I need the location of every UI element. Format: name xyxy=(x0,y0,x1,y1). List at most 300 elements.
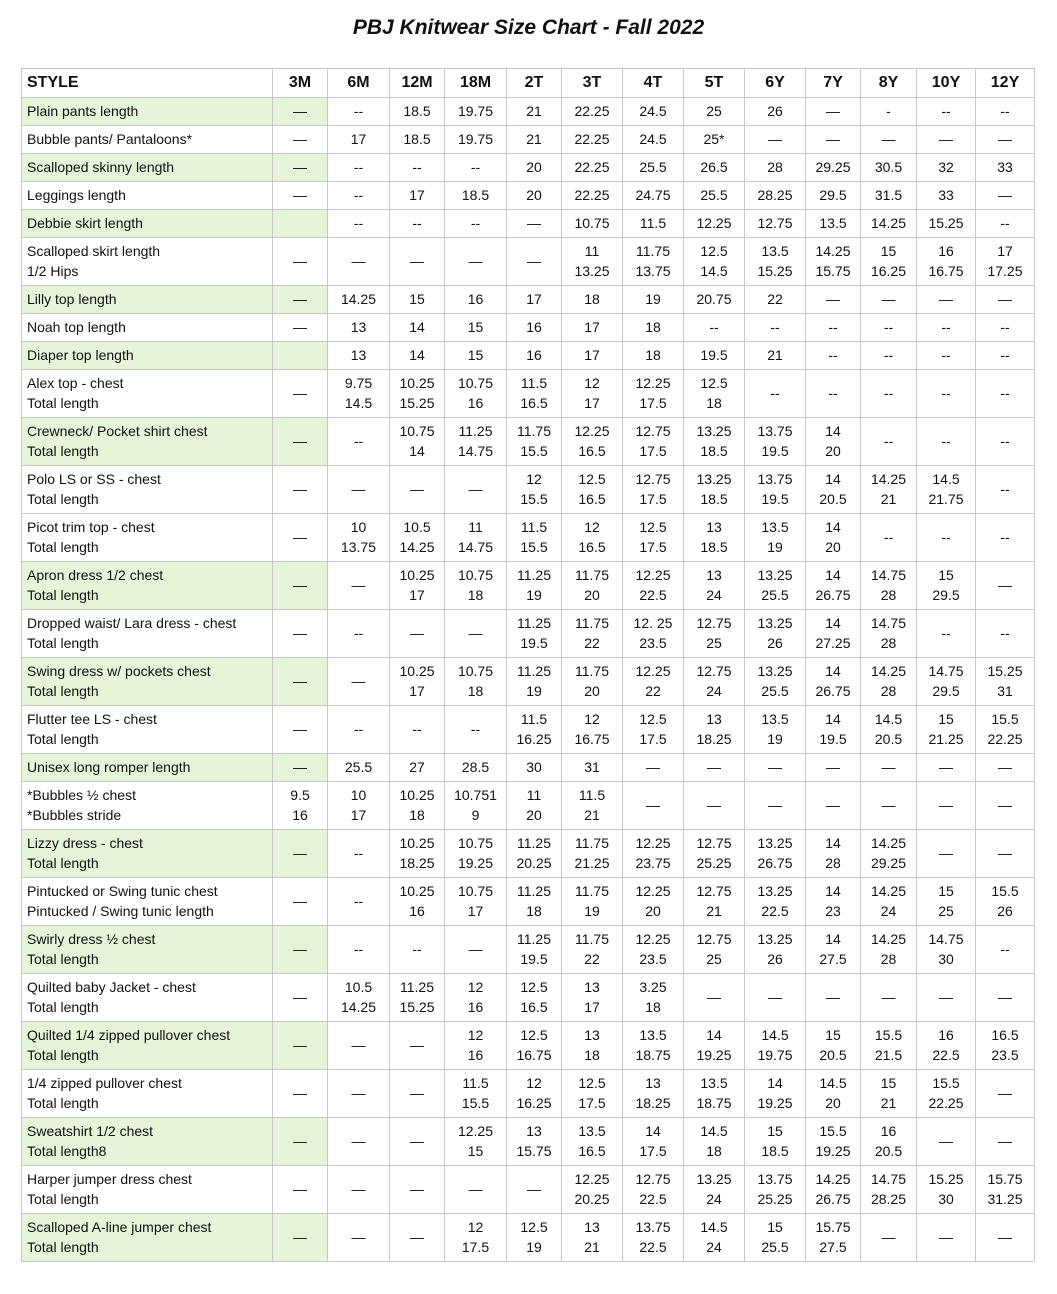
size-value: 11.5 xyxy=(639,214,667,231)
size-value: 14.25 xyxy=(340,998,377,1015)
size-value: 13 xyxy=(350,346,367,363)
size-value: 17 xyxy=(467,902,484,919)
size-value: 14.5 xyxy=(700,1219,728,1235)
table-row xyxy=(22,706,1035,754)
size-value: 31.5 xyxy=(874,186,903,203)
size-value: 15.5 xyxy=(819,1123,847,1139)
size-value: 14.5 xyxy=(344,394,373,411)
size-value: 19.25 xyxy=(815,1142,851,1159)
size-value-cell xyxy=(976,466,1035,514)
size-value: 16.75 xyxy=(574,730,610,747)
size-value: 25.5 xyxy=(344,758,373,775)
size-value-cell xyxy=(273,658,328,706)
size-value-cell xyxy=(861,370,917,418)
size-value-cell xyxy=(976,182,1035,210)
style-label: Total length xyxy=(27,394,99,411)
size-value: 10.751 xyxy=(454,787,497,803)
size-value-cell xyxy=(917,238,976,286)
size-value: 14 xyxy=(825,615,841,631)
size-value: 22 xyxy=(645,682,661,699)
size-value: 16 xyxy=(526,318,542,335)
size-value-cell xyxy=(390,658,445,706)
size-value: 10.25 xyxy=(399,787,435,803)
size-value: 30 xyxy=(526,758,542,775)
size-value-cell xyxy=(976,210,1035,238)
size-value: — xyxy=(768,758,782,775)
size-value-cell xyxy=(976,1022,1035,1070)
size-value-cell xyxy=(623,878,684,926)
size-value-cell xyxy=(806,514,861,562)
size-value: 16.5 xyxy=(520,394,548,411)
size-value-cell xyxy=(917,210,976,238)
size-value-cell xyxy=(623,1022,684,1070)
size-value: 17.5 xyxy=(639,730,667,747)
size-value: 24.5 xyxy=(639,130,667,147)
size-value-cell xyxy=(562,878,623,926)
size-value: — xyxy=(293,102,307,119)
table-row xyxy=(22,314,1035,342)
style-cell xyxy=(22,830,273,878)
size-value: 11.25 xyxy=(458,423,493,439)
size-value: -- xyxy=(941,528,951,545)
table-row xyxy=(22,562,1035,610)
size-value-cell xyxy=(507,658,562,706)
size-value-cell xyxy=(861,878,917,926)
size-value: 12.25 xyxy=(574,423,610,439)
size-value-cell xyxy=(976,878,1035,926)
size-value-cell xyxy=(861,154,917,182)
size-value: 14 xyxy=(825,471,841,487)
size-value: 21 xyxy=(706,902,722,919)
size-value: 11.25 xyxy=(517,931,551,947)
size-value-cell xyxy=(328,98,390,126)
column-header-style: STYLE xyxy=(22,69,273,98)
style-label: Lizzy dress - chest xyxy=(27,835,143,851)
size-value-cell xyxy=(562,1022,623,1070)
size-value: -- xyxy=(353,892,364,909)
size-value-cell xyxy=(507,974,562,1022)
size-value-cell xyxy=(623,154,684,182)
size-value: — xyxy=(998,1132,1012,1149)
style-label: Total length xyxy=(27,730,99,747)
size-value: 28 xyxy=(880,586,897,603)
size-value-cell xyxy=(623,782,684,830)
size-value-cell xyxy=(562,286,623,314)
style-label: Debbie skirt length xyxy=(27,214,143,231)
size-value-cell xyxy=(623,370,684,418)
size-value: — xyxy=(939,758,953,775)
size-value: 12.75 xyxy=(757,214,793,231)
size-value: -- xyxy=(412,720,422,737)
size-value-cell xyxy=(328,1118,390,1166)
size-value: 13 xyxy=(706,711,722,727)
size-value-cell xyxy=(390,1070,445,1118)
column-header-size: 4T xyxy=(623,69,684,98)
size-value: 14 xyxy=(825,835,841,851)
style-label: Polo LS or SS - chest xyxy=(27,471,161,487)
size-value: 15.5 xyxy=(520,538,548,555)
size-value: — xyxy=(881,988,896,1005)
size-value: 12 xyxy=(584,711,600,727)
size-value-cell xyxy=(917,706,976,754)
size-value: 14.25 xyxy=(815,1171,851,1187)
size-value: 15.75 xyxy=(815,262,851,279)
table-row xyxy=(22,926,1035,974)
size-value: 12 xyxy=(526,471,542,487)
size-value: 11 xyxy=(526,787,542,803)
size-value-cell xyxy=(684,154,745,182)
size-chart-table xyxy=(21,68,1035,1262)
size-value: — xyxy=(707,988,721,1005)
size-value: 13.25 xyxy=(696,423,732,439)
size-value-cell xyxy=(445,98,507,126)
size-value: — xyxy=(293,892,307,909)
size-value: 10.25 xyxy=(399,663,435,679)
size-value: — xyxy=(939,796,953,813)
size-value: 11.75 xyxy=(575,615,609,631)
size-value-cell xyxy=(562,830,623,878)
size-value: 23.75 xyxy=(635,854,671,871)
size-value-cell xyxy=(806,154,861,182)
size-value-cell xyxy=(684,1214,745,1262)
size-value: — xyxy=(293,720,307,737)
size-value-cell xyxy=(917,926,976,974)
size-value: — xyxy=(351,576,366,593)
style-label: Swirly dress ½ chest xyxy=(27,931,156,947)
size-value: 19 xyxy=(526,1238,542,1255)
size-value-cell xyxy=(976,706,1035,754)
size-value-cell xyxy=(445,370,507,418)
size-value: 12. 25 xyxy=(633,615,673,631)
size-value: — xyxy=(351,1180,366,1197)
size-value: 17.5 xyxy=(639,490,667,507)
size-value: 21 xyxy=(584,806,600,823)
size-value: — xyxy=(293,1084,307,1101)
style-label: Alex top - chest xyxy=(27,375,124,391)
size-value-cell xyxy=(445,1070,507,1118)
size-value: 10.25 xyxy=(399,567,435,583)
column-header-size: 10Y xyxy=(917,69,976,98)
size-value-cell xyxy=(623,98,684,126)
size-value-cell xyxy=(328,1214,390,1262)
size-value: 18 xyxy=(409,806,425,823)
size-value: 20 xyxy=(526,158,542,175)
size-value: 13.5 xyxy=(761,243,789,259)
size-value: — xyxy=(527,214,541,231)
size-value-cell xyxy=(806,342,861,370)
size-value: — xyxy=(768,988,782,1005)
size-value: 29.5 xyxy=(932,682,960,699)
size-value: 19.5 xyxy=(819,730,847,747)
size-value: 14.5 xyxy=(874,711,903,727)
size-value: — xyxy=(468,480,483,497)
size-value: 12.75 xyxy=(635,423,671,439)
size-value: 13.25 xyxy=(757,883,793,899)
size-value: — xyxy=(527,1180,541,1197)
size-value: 13 xyxy=(706,519,722,535)
size-value: 15.5 xyxy=(874,1027,903,1043)
size-value: 13.5 xyxy=(819,214,847,231)
style-cell xyxy=(22,98,273,126)
size-value-cell xyxy=(861,974,917,1022)
size-value-cell xyxy=(806,238,861,286)
size-value: 19 xyxy=(526,586,542,603)
size-value: 14.75 xyxy=(928,931,964,947)
size-value-cell xyxy=(745,286,806,314)
size-value-cell xyxy=(861,98,917,126)
size-value: 11 xyxy=(584,243,600,259)
size-value-cell xyxy=(390,210,445,238)
size-value: 26 xyxy=(997,902,1013,919)
size-value: — xyxy=(293,1132,307,1149)
size-value-cell xyxy=(507,514,562,562)
size-value: 15 xyxy=(767,1123,783,1139)
size-value: 20.5 xyxy=(874,1142,903,1159)
size-value-cell xyxy=(273,342,328,370)
size-value: 14 xyxy=(825,423,841,439)
size-value: -- xyxy=(470,158,481,175)
size-value: 22.5 xyxy=(639,1190,667,1207)
size-value: 16 xyxy=(409,902,425,919)
size-value-cell xyxy=(390,466,445,514)
size-value-cell xyxy=(390,342,445,370)
size-value: 13.5 xyxy=(761,519,789,535)
size-value: — xyxy=(998,576,1012,593)
size-value-cell xyxy=(976,370,1035,418)
size-value-cell xyxy=(328,466,390,514)
size-value: -- xyxy=(828,318,838,335)
size-value-cell xyxy=(562,974,623,1022)
size-value: 16.5 xyxy=(578,1142,606,1159)
size-value: -- xyxy=(883,318,894,335)
size-value: — xyxy=(410,480,424,497)
size-value: 12.25 xyxy=(635,883,671,899)
size-value: 19.25 xyxy=(457,854,494,871)
size-value-cell xyxy=(976,126,1035,154)
size-value-cell xyxy=(328,370,390,418)
size-value: 18 xyxy=(467,586,484,603)
size-value-cell xyxy=(390,238,445,286)
size-value-cell xyxy=(273,126,328,154)
size-value-cell xyxy=(507,830,562,878)
size-value: 15.5 xyxy=(520,490,548,507)
size-value-cell xyxy=(390,418,445,466)
size-value-cell xyxy=(684,342,745,370)
table-body xyxy=(22,98,1035,1262)
size-value-cell xyxy=(390,878,445,926)
size-value-cell xyxy=(273,754,328,782)
size-value: 10.75 xyxy=(457,835,494,851)
size-value: 9.5 xyxy=(290,787,310,803)
size-value-cell xyxy=(390,754,445,782)
size-value: -- xyxy=(1000,480,1010,497)
size-value-cell xyxy=(684,610,745,658)
size-value: 13 xyxy=(584,979,600,995)
size-value-cell xyxy=(507,782,562,830)
size-value: — xyxy=(646,796,660,813)
size-value-cell xyxy=(917,830,976,878)
size-value: -- xyxy=(1000,318,1010,335)
size-value: 12.5 xyxy=(578,1075,606,1091)
size-value-cell xyxy=(562,706,623,754)
size-value-cell xyxy=(806,974,861,1022)
size-value: 16.5 xyxy=(578,442,606,459)
table-row xyxy=(22,154,1035,182)
style-cell xyxy=(22,1166,273,1214)
size-value-cell xyxy=(562,562,623,610)
size-value: 14 xyxy=(825,663,841,679)
size-value: 16.5 xyxy=(578,490,606,507)
style-label: Total length xyxy=(27,1238,99,1255)
size-value-cell xyxy=(507,1214,562,1262)
size-value-cell xyxy=(562,754,623,782)
size-value: 10 xyxy=(350,787,367,803)
column-header-size: 3T xyxy=(562,69,623,98)
size-value-cell xyxy=(390,370,445,418)
size-value-cell xyxy=(445,658,507,706)
style-label: Quilted 1/4 zipped pullover chest xyxy=(27,1027,231,1043)
size-value: 16 xyxy=(880,1123,897,1139)
size-value-cell xyxy=(562,370,623,418)
size-value: — xyxy=(293,940,307,957)
size-value: 28 xyxy=(880,634,897,651)
size-value-cell xyxy=(507,314,562,342)
size-value: — xyxy=(826,130,840,147)
size-value: -- xyxy=(1000,432,1010,449)
size-value-cell xyxy=(328,782,390,830)
style-cell xyxy=(22,878,273,926)
size-value-cell xyxy=(861,926,917,974)
size-value: 20.25 xyxy=(516,854,552,871)
size-value: -- xyxy=(412,940,422,957)
size-value: — xyxy=(293,528,307,545)
size-value: -- xyxy=(709,318,719,335)
size-value-cell xyxy=(917,1022,976,1070)
size-value-cell xyxy=(623,418,684,466)
style-label: Diaper top length xyxy=(27,346,134,363)
size-value: 21 xyxy=(767,346,783,363)
size-value: — xyxy=(998,796,1012,813)
size-value-cell xyxy=(745,974,806,1022)
size-value: 20 xyxy=(645,902,661,919)
size-value-cell xyxy=(328,154,390,182)
size-value: 13.5 xyxy=(578,1123,606,1139)
size-value-cell xyxy=(562,1166,623,1214)
size-value: 19 xyxy=(584,902,600,919)
size-value-cell xyxy=(623,182,684,210)
size-value: 12.75 xyxy=(635,471,671,487)
size-value: 12.5 xyxy=(520,979,548,995)
size-value-cell xyxy=(745,706,806,754)
size-value-cell xyxy=(976,1214,1035,1262)
size-value: — xyxy=(998,1084,1012,1101)
size-value: 10.25 xyxy=(399,883,435,899)
size-value-cell xyxy=(273,154,328,182)
size-value: 25.25 xyxy=(696,854,732,871)
table-row xyxy=(22,466,1035,514)
size-value-cell xyxy=(684,782,745,830)
size-value: -- xyxy=(883,432,894,449)
size-value-cell xyxy=(562,1214,623,1262)
table-row xyxy=(22,782,1035,830)
size-value-cell xyxy=(273,286,328,314)
size-value-cell xyxy=(976,238,1035,286)
size-value: — xyxy=(293,624,307,641)
size-value: 14 xyxy=(825,567,841,583)
size-value: 11.5 xyxy=(578,787,606,803)
size-value: -- xyxy=(353,624,364,641)
size-value: 29.25 xyxy=(815,158,851,175)
size-value-cell xyxy=(273,182,328,210)
size-value: — xyxy=(881,130,896,147)
size-value-cell xyxy=(562,926,623,974)
size-value: 15.5 xyxy=(520,442,548,459)
size-value: — xyxy=(410,1180,424,1197)
size-value: 14 xyxy=(409,318,425,335)
size-value: — xyxy=(998,758,1012,775)
size-value: 18.5 xyxy=(700,442,728,459)
size-value-cell xyxy=(445,182,507,210)
size-value-cell xyxy=(861,754,917,782)
size-value: 11.75 xyxy=(575,931,609,947)
size-value-cell xyxy=(390,974,445,1022)
size-value-cell xyxy=(745,98,806,126)
size-value-cell xyxy=(806,926,861,974)
size-value-cell xyxy=(745,514,806,562)
size-value: -- xyxy=(1000,102,1010,119)
size-value: 18.25 xyxy=(696,730,732,747)
size-value: 14.25 xyxy=(340,290,377,307)
size-value-cell xyxy=(507,1022,562,1070)
size-value: 11.75 xyxy=(517,423,551,439)
size-value-cell xyxy=(562,466,623,514)
size-value: 25.5 xyxy=(639,158,667,175)
style-label: Apron dress 1/2 chest xyxy=(27,567,164,583)
size-value-cell xyxy=(976,1070,1035,1118)
size-value: — xyxy=(293,252,307,269)
size-value: 14.25 xyxy=(870,931,907,947)
size-value-cell xyxy=(861,830,917,878)
style-cell xyxy=(22,610,273,658)
size-value-cell xyxy=(390,1118,445,1166)
size-value: 17 xyxy=(584,394,600,411)
size-value-cell xyxy=(861,1214,917,1262)
table-row xyxy=(22,126,1035,154)
size-value-cell xyxy=(917,782,976,830)
size-value: 17 xyxy=(584,998,600,1015)
size-value: 25.5 xyxy=(761,1238,789,1255)
size-value: — xyxy=(468,1180,483,1197)
size-value-cell xyxy=(745,314,806,342)
column-header-size: 5T xyxy=(684,69,745,98)
size-value: 19 xyxy=(645,290,661,307)
size-value: 27.25 xyxy=(815,634,851,651)
size-value-cell xyxy=(390,830,445,878)
size-value: 10.5 xyxy=(344,979,373,995)
size-value: 28.25 xyxy=(870,1190,907,1207)
table-row xyxy=(22,754,1035,782)
size-value: 12 xyxy=(584,375,600,391)
size-value: 18.5 xyxy=(700,538,728,555)
size-value-cell xyxy=(507,98,562,126)
size-value-cell xyxy=(562,1070,623,1118)
size-value-cell xyxy=(562,1118,623,1166)
header-row xyxy=(22,69,1035,98)
size-value: — xyxy=(293,576,307,593)
size-value: — xyxy=(410,624,424,641)
table-row xyxy=(22,514,1035,562)
size-value: 17 xyxy=(350,806,367,823)
